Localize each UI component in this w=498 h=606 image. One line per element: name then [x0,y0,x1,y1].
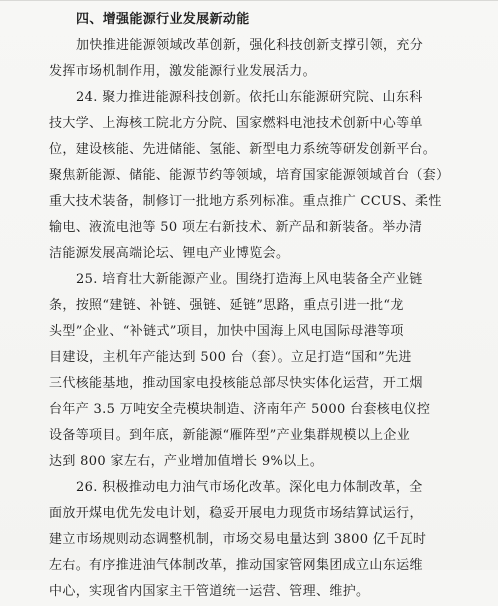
paragraph-line: 左右。有序推进油气体制改革，推动国家管网集团成立山东运维 [49,558,423,573]
paragraph-line: 设备等项目。到年底，新能源“雁阵型”产业集群规模以上企业 [49,428,411,443]
paragraph-line: 中心，实现省内国家主干管道统一运营、管理、维护。 [49,584,370,599]
paragraph-line: 加快推进能源领域改革创新，强化科技创新支撑引领，充分 [76,38,424,53]
paragraph-line: 聚焦新能源、储能、能源节约等领域，培育国家能源领域首台（套） [49,168,450,183]
paragraph-line: 重大技术装备，制修订一批地方系列标准。重点推广 CCUS、柔性 [49,194,442,209]
paragraph-line: 26. 积极推动电力油气市场化改革。深化电力体制改革，全 [76,480,423,495]
paragraph-line: 建立市场规则动态调整机制，市场交易电量达到 3800 亿千瓦时 [49,532,427,547]
paragraph-line: 头型”企业、“补链式”项目，加快中国海上风电国际母港等项 [49,324,404,339]
paragraph-line: 发挥市场机制作用，激发能源行业发展活力。 [49,64,317,79]
paragraph-line: 台年产 3.5 万吨安全壳模块制造、济南年产 5000 台套核电仪控 [49,402,431,417]
paragraph-line: 条，按照“建链、补链、强链、延链”思路，重点引进一批“龙 [49,298,404,313]
paragraph-line: 位，建设核能、先进储能、氢能、新型电力系统等研发创新平台。 [49,142,437,157]
paragraph-line: 面放开煤电优先发电计划，稳妥开展电力现货市场结算试运行， [49,506,423,521]
paragraph-line: 三代核能基地，推动国家电投核能总部尽快实体化运营，开工烟 [49,376,423,391]
top-divider [0,0,498,1]
section-heading: 四、增强能源行业发展新动能 [76,12,250,27]
paragraph-line: 洁能源发展高端论坛、锂电产业博览会。 [49,246,290,261]
paragraph-line: 25. 培育壮大新能源产业。围绕打造海上风电装备全产业链 [76,272,423,287]
paragraph-line: 输电、液流电池等 50 项左右新技术、新产品和新装备。举办清 [49,220,423,235]
paragraph-line: 达到 800 家左右，产业增加值增长 9%以上。 [49,454,324,469]
paragraph-line: 技大学、上海核工院北方分院、国家燃料电池技术创新中心等单 [49,116,423,131]
paragraph-line: 24. 聚力推进能源科技创新。依托山东能源研究院、山东科 [76,90,423,105]
paragraph-line: 目建设，主机年产能达到 500 台（套）。立足打造“国和”先进 [49,350,412,365]
